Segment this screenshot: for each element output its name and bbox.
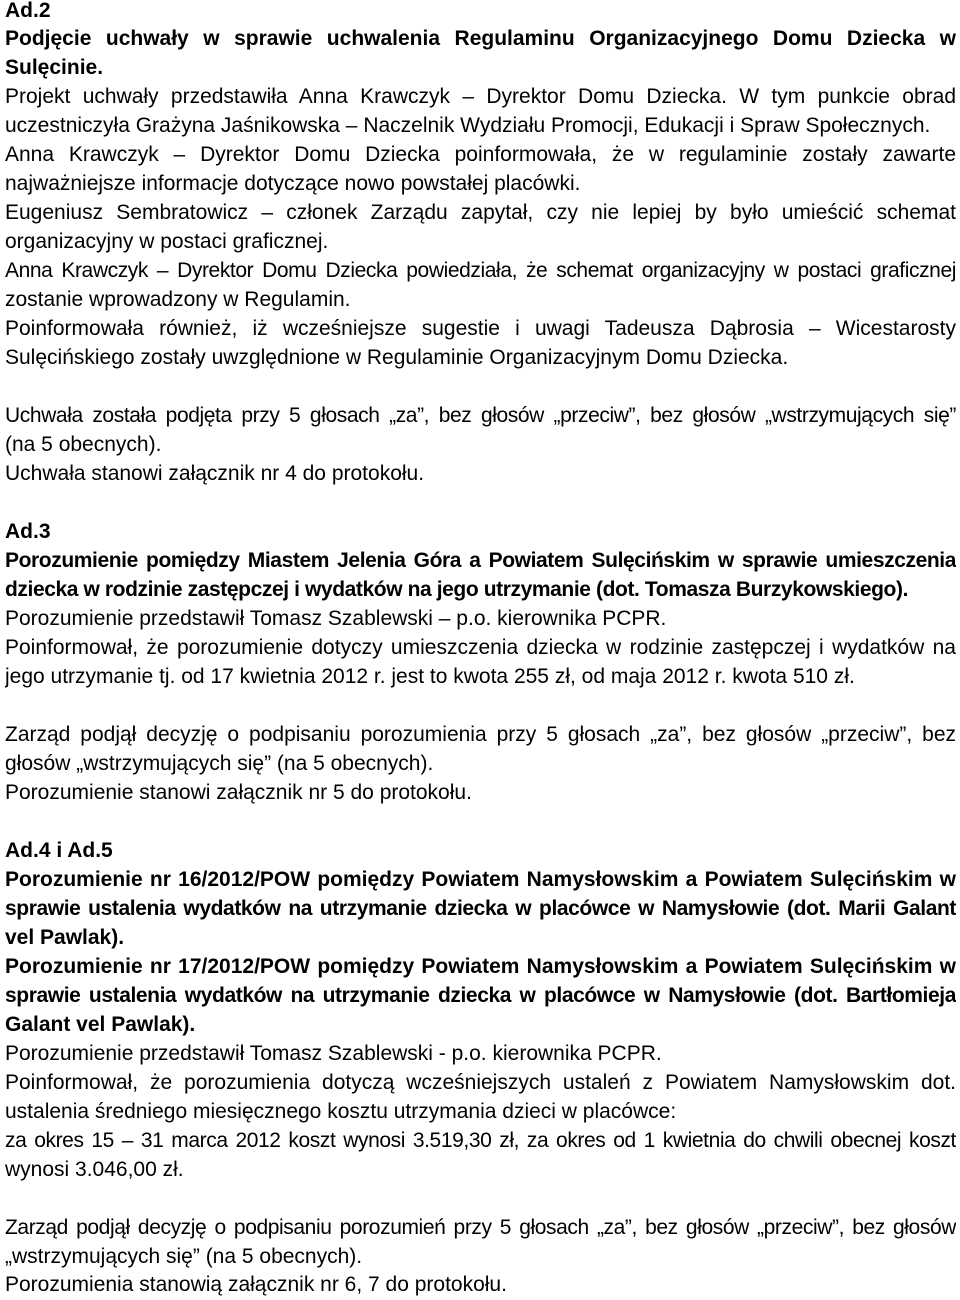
ad45-vote-line-2: „wstrzymujących się” (na 5 obecnych). <box>5 1245 363 1268</box>
ad45-title2-line-3: Galant vel Pawlak). <box>5 1013 196 1036</box>
ad45-body-line-5: wynosi 3.046,00 zł. <box>5 1158 184 1181</box>
ad2-body-line-2: uczestniczyła Grażyna Jaśnikowska – Naczelnik Wydziału Promocji, Edukacji i Spraw Społecznych. <box>5 114 931 137</box>
ad45-title1-line-1: Porozumienie nr 16/2012/POW pomiędzy Powiatem Namysłowskim a Powiatem Sulęcińskim w <box>5 868 956 891</box>
ad2-vote-line-2: (na 5 obecnych). <box>5 433 162 456</box>
ad45-body-line-4: za okres 15 – 31 marca 2012 koszt wynosi 3.519,30 zł, za okres od 1 kwietnia do chwili obecnej koszt <box>5 1129 956 1152</box>
ad45-heading: Ad.4 i Ad.5 <box>5 839 113 862</box>
ad45-title2-line-1: Porozumienie nr 17/2012/POW pomiędzy Powiatem Namysłowskim a Powiatem Sulęcińskim w <box>5 955 956 978</box>
ad45-body-line-2: Poinformował, że porozumienia dotyczą wcześniejszych ustaleń z Powiatem Namysłowskim dot. <box>5 1071 956 1094</box>
ad3-title-line-1: Porozumienie pomiędzy Miastem Jelenia Góra a Powiatem Sulęcińskim w sprawie umieszczenia <box>5 549 956 572</box>
ad2-body-line-6: organizacyjny w postaci graficznej. <box>5 230 329 253</box>
ad3-vote-line-3: Porozumienie stanowi załącznik nr 5 do protokołu. <box>5 781 472 804</box>
ad45-title1-line-3: vel Pawlak). <box>5 926 125 949</box>
ad2-body-line-10: Sulęcińskiego zostały uwzględnione w Regulaminie Organizacyjnym Domu Dziecka. <box>5 346 789 369</box>
ad2-vote-line-3: Uchwała stanowi załącznik nr 4 do protokołu. <box>5 462 425 485</box>
ad2-body-line-8: zostanie wprowadzony w Regulamin. <box>5 288 351 311</box>
ad45-title2-line-2: sprawie ustalenia wydatków na utrzymanie dziecka w placówce w Namysłowie (dot. Bartłomieja <box>5 984 956 1007</box>
ad45-body-line-3: ustalenia średniego miesięcznego kosztu utrzymania dzieci w placówce: <box>5 1100 677 1123</box>
ad3-vote-line-1: Zarząd podjął decyzję o podpisaniu porozumienia przy 5 głosach „za”, bez głosów „przeciw”, bez <box>5 723 956 746</box>
ad3-vote-line-2: głosów „wstrzymujących się” (na 5 obecnych). <box>5 752 434 775</box>
ad2-body-line-3: Anna Krawczyk – Dyrektor Domu Dziecka poinformowała, że w regulaminie zostały zawarte <box>5 143 956 166</box>
ad3-body-line-3: jego utrzymanie tj. od 17 kwietnia 2012 r. jest to kwota 255 zł, od maja 2012 r. kwota 510 zł. <box>5 665 855 688</box>
ad3-heading: Ad.3 <box>5 520 51 543</box>
ad2-body-line-7: Anna Krawczyk – Dyrektor Domu Dziecka powiedziała, że schemat organizacyjny w postaci graficznej <box>5 259 956 282</box>
ad2-body-line-1: Projekt uchwały przedstawiła Anna Krawczyk – Dyrektor Domu Dziecka. W tym punkcie obrad <box>5 85 956 108</box>
ad45-vote-line-1: Zarząd podjął decyzję o podpisaniu porozumień przy 5 głosach „za”, bez głosów „przeciw”, bez głosów <box>5 1216 956 1239</box>
ad2-vote-line-1: Uchwała została podjęta przy 5 głosach „za”, bez głosów „przeciw”, bez głosów „wstrzymujących się” <box>5 404 956 427</box>
ad45-title1-line-2: sprawie ustalenia wydatków na utrzymanie dziecka w placówce w Namysłowie (dot. Marii Galant <box>5 897 956 920</box>
ad45-body-line-1: Porozumienie przedstawił Tomasz Szablewski - p.o. kierownika PCPR. <box>5 1042 662 1065</box>
ad2-body-line-5: Eugeniusz Sembratowicz – członek Zarządu zapytał, czy nie lepiej by było umieścić schemat <box>5 201 956 224</box>
ad3-body-line-1: Porozumienie przedstawił Tomasz Szablewski – p.o. kierownika PCPR. <box>5 607 667 630</box>
ad3-title-line-2: dziecka w rodzinie zastępczej i wydatków na jego utrzymanie (dot. Tomasza Burzykowskiego). <box>5 578 909 601</box>
ad2-body-line-4: najważniejsze informacje dotyczące nowo powstałej placówki. <box>5 172 581 195</box>
ad2-body-line-9: Poinformowała również, iż wcześniejsze sugestie i uwagi Tadeusza Dąbrosia – Wicestarosty <box>5 317 956 340</box>
ad2-heading: Ad.2 <box>5 0 51 22</box>
ad2-title-line-1: Podjęcie uchwały w sprawie uchwalenia Regulaminu Organizacyjnego Domu Dziecka w <box>5 27 956 50</box>
ad45-vote-line-3: Porozumienia stanowią załącznik nr 6, 7 do protokołu. <box>5 1273 507 1296</box>
ad2-title-line-2: Sulęcinie. <box>5 56 104 79</box>
ad3-body-line-2: Poinformował, że porozumienie dotyczy umieszczenia dziecka w rodzinie zastępczej i wydatków na <box>5 636 956 659</box>
